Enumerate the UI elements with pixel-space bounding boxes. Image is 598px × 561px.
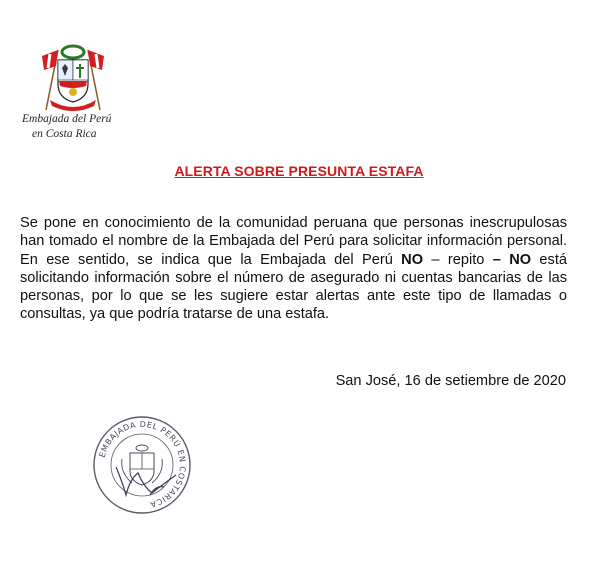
official-seal-icon <box>92 415 192 515</box>
peru-coat-of-arms-icon <box>38 40 108 112</box>
body-part1: Se pone en conocimiento de la comunidad peruana que personas inescrupulosas han tomado el nombre de la Embajada del Perú para solicitar información personal. En ese sentido, se indica que la Embajada del Perú <box>20 215 567 268</box>
emphasis-no-2: NO <box>509 251 532 268</box>
embassy-name-line1: Embajada del Perú <box>22 113 112 125</box>
document-date: San José, 16 de setiembre de 2020 <box>335 373 566 389</box>
emphasis-no-1: NO <box>401 251 424 268</box>
embassy-name-line2: en Costa Rica <box>32 128 97 140</box>
body-part3 <box>501 252 509 268</box>
emphasis-dash: – <box>492 251 501 268</box>
body-part2: – repito <box>423 251 493 268</box>
body-part4: está solicitando información sobre el número de asegurado ni cuentas bancarias de las personas, por lo que se les sugiere estar alertas ante este tipo de llamadas o consultas, ya que podría tratarse de una estafa. <box>20 251 568 323</box>
seal-text: EMBAJADA DEL PERÚ EN COSTARICA <box>97 419 188 510</box>
alert-title: ALERTA SOBRE PRESUNTA ESTAFA <box>174 163 424 179</box>
signature-mark <box>116 467 176 495</box>
alert-body <box>20 214 567 324</box>
embassy-name <box>22 112 132 142</box>
